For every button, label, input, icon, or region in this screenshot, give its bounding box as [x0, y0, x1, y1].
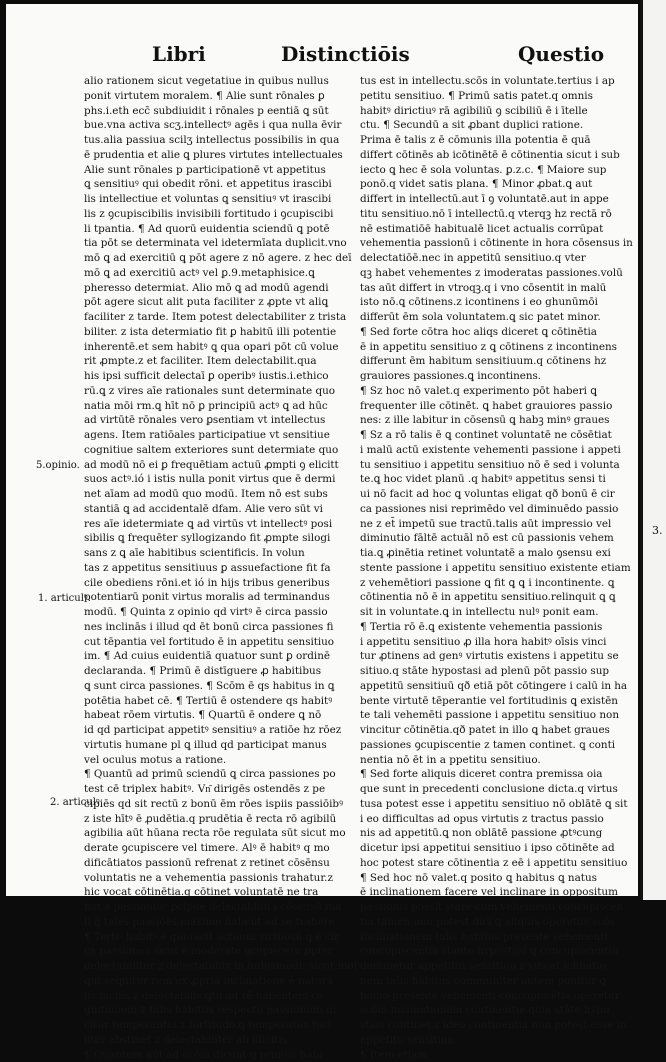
- right-column-line: stente passione i appetitu sensitiuo existente etiam: [360, 561, 616, 576]
- left-column-line: potētia habet cē. ¶ Tertiū ē ostendere qs habitꝰ: [84, 694, 334, 709]
- left-column-line: natia mōi rm.ꝗ hīt nō ꝑ principiū actꝰ ꝗ ad hūc: [84, 399, 334, 414]
- running-head-libri: Libri: [152, 42, 206, 66]
- right-column-line: ¶ Tertia rō ē.ꝗ existente vehementia passionis: [360, 620, 616, 635]
- left-column-line: his ipsi sufficit delectaī ꝑ operibꝰ iustis.i.ethico: [84, 369, 334, 384]
- right-column-line: appetitū sensitiuū qð etiā pōt cōtingere i calū in ha: [360, 679, 616, 694]
- right-column-line: dominetur appetitui sensitiuo z vincat iclinatio: [360, 959, 616, 974]
- right-column-line: grauiores passiones.ꝗ incontinens.: [360, 369, 616, 384]
- left-column-line: ad virtūtē rōnales vero ꝑsentiam vt intellectus: [84, 413, 334, 428]
- left-column-line: ¶ Tertiꝰ habitꝰ ē qui facit actuum virtuosū ꝗ ē cir: [84, 930, 334, 945]
- left-column-line: hic vocat cōtinētia.q cōtinet voluntatē ne tra: [84, 885, 334, 900]
- left-column-line: agibilia aūt hūana recta rōe regulata sūt sicut mo: [84, 826, 334, 841]
- book-page: [6, 4, 638, 896]
- left-column-line: pōt agere sicut alit puta faciliter z ꝓpte vt aliꝗ: [84, 295, 334, 310]
- margin-label-opinio: 5.opinio.: [36, 460, 80, 471]
- left-column-line: ca passiones sicut ē moderate ꝯcupiscere ꝓpter: [84, 944, 334, 959]
- running-head: [6, 42, 638, 72]
- right-column-line: frequenter ille cōtinēt. ꝗ habet grauiores passio: [360, 399, 616, 414]
- left-column-line: sans z ꝗ aīe habitibus scientificis. In volun: [84, 546, 334, 561]
- left-column-line: ponit virtutem moralem. ¶ Alie sunt rōnales ꝑ: [84, 89, 334, 104]
- left-column-line: id qd participat appetitꝰ sensitiuꝰ a ratiōe hz rōez: [84, 723, 334, 738]
- margin-label-articulus-1: 1. articulꝰ.: [38, 590, 91, 604]
- right-column-line: ē in appetitu sensitiuo z ꝗ cōtinens z incontinens: [360, 340, 616, 355]
- right-column-line: tia.tamen non potest dici ꝗ aliquis operetur scōs: [360, 915, 616, 930]
- right-column-line: differūt ēm sola voluntatem.ꝗ sic patet minor.: [360, 310, 616, 325]
- left-column-line: nes inclinās i illud qd ēt bonū circa passiones fi: [84, 620, 334, 635]
- left-column-line: li tpantia. ¶ Ad quorū euidentia sciendū ꝗ potē: [84, 222, 334, 237]
- right-column-line: ē inclinationem facere vel inclinare in oppositum: [360, 885, 616, 900]
- running-head-questio: Questio: [518, 42, 604, 66]
- left-column-line: sibilis ꝗ frequēter syllogizando fit ꝓmpte silogi: [84, 531, 334, 546]
- left-column-line: faciliter z tarde. Item potest delectabiliter z trista: [84, 310, 334, 325]
- right-column-line: differt cōtinēs ab icōtinētē ē cōtinentia sicut i sub: [360, 148, 616, 163]
- right-column-line: sitiuo.q stāte hypostasi ad plenū pōt passio sup: [360, 664, 616, 679]
- left-column-line: ¶ Quantū ad primū sciendū ꝗ circa passiones po: [84, 767, 334, 782]
- left-column-line: pheresso determiat. Alio mō ꝗ ad modū agendi: [84, 281, 334, 296]
- left-column-line: alio rationem sicut vegetatiue in quibus nullus: [84, 74, 334, 89]
- right-column-line: passionis possit stare cum vehementi concupiscen: [360, 900, 616, 915]
- right-column-line: i eo difficultas ad opus virtutis z tractus passio: [360, 812, 616, 827]
- right-column-line: dicetur ipsi appetitui sensitiuo i ipso cōtinēte ad: [360, 841, 616, 856]
- left-column-line: inherentē.et sem habitꝰ ꝗ qua opari pōt cū volue: [84, 340, 334, 355]
- left-column-line: Alie sunt rōnales p participationē vt appetitus: [84, 163, 334, 178]
- right-column-line: nes: z ille labitur in cōsensū ꝗ habꝫ minꝰ graues: [360, 413, 616, 428]
- right-column-line: qꝫ habet vehementes z imoderatas passiones.volū: [360, 266, 616, 281]
- left-column-line: res aīe idetermiate ꝗ ad virtūs vt intellectꝰ posi: [84, 517, 334, 532]
- right-column-line: ¶ Item etiam: [360, 1048, 616, 1062]
- left-column-line: suos actꝰ.ió i istis nulla ponit virtus que ē dermi: [84, 472, 334, 487]
- right-column-line: concupiscentia stante hypostasi ꝗ concupiscentia: [360, 944, 616, 959]
- left-column-line: cognitiue saltem exteriores sunt determiate quo: [84, 443, 334, 458]
- right-column-line: ¶ Sed forte aliquis diceret contra premissa oia: [360, 767, 616, 782]
- right-column-line: stasi continet.z ideo continentia non potest esse in: [360, 1018, 616, 1033]
- left-column-line: virtutis humane pl ꝗ illud qd participat manus: [84, 738, 334, 753]
- left-column-line: li q̄ tales passiōēs maxime habent ad se trahere.: [84, 915, 334, 930]
- left-column-line: agens. Item ratiōales participatiue vt sensitiue: [84, 428, 334, 443]
- right-column-line: homo presente vehementi concupiscētia operetur: [360, 989, 616, 1004]
- right-column-line: delectatiōē.nec in appetitū sensitiuo.q vter: [360, 251, 616, 266]
- right-column-line: ¶ Sed forte cōtra hoc aliqs diceret ꝗ cōtinētia: [360, 325, 616, 340]
- left-column-line: test cē triplex habitꝰ. Vn͂ dirigēs ostendēs z pe: [84, 782, 334, 797]
- right-column-line: nem talis habitus communiter autem ponitur ꝗ: [360, 974, 616, 989]
- right-column-line: differt in intellectū.aut ī ꝯ voluntatē.aut in appe: [360, 192, 616, 207]
- left-column-line: hat a passionibꝰ ꝓcipue delectabiliū i cōsensū ma: [84, 900, 334, 915]
- left-column-line: tia pōt se determinata vel idetermīata duplicit.vno: [84, 236, 334, 251]
- left-column-line: rit ꝓmpte.z et faciliter. Item delectabilit.qua: [84, 354, 334, 369]
- left-column-line: modū. ¶ Quinta z opinio qd virtꝰ ē circa passio: [84, 605, 334, 620]
- left-column-line: declaranda. ¶ Primū ē distīguere ꝓ habitibus: [84, 664, 334, 679]
- right-column-line: tia.ꝗ ꝓinētia retinet voluntatē a malo ꝯsensu exi: [360, 546, 616, 561]
- right-column-line: vehementia passionū i cōtinente in hora cōsensus in: [360, 236, 616, 251]
- left-column-line: vel oculus motus a ratione.: [84, 753, 334, 768]
- left-column-line: citur temperantia z fortitudo.q temperatus faci: [84, 1018, 334, 1033]
- left-column-line: ¶ Quantum aūt ad scōm dicunt ꝗ primus habi: [84, 1048, 334, 1062]
- right-column-line: z vehemētiori passione ꝗ fit ꝗ ꝗ i incontinente. ꝗ: [360, 576, 616, 591]
- right-column-line: bente virtutē tēperantie vel fortitudinis ꝗ existēn: [360, 694, 616, 709]
- right-column-line: sit in voluntate.ꝗ in intellectu nulꝰ ponit eam.: [360, 605, 616, 620]
- left-column-line: derate ꝯcupiscere vel timere. Alꝰ ē habitꝰ q mo: [84, 841, 334, 856]
- left-column-line: z iste hītꝰ ē ꝓudētia.q prudētia ē recta rō agibilū: [84, 812, 334, 827]
- right-column-line: tas aūt differt in vtroqꝫ.q i vno cōsentit in malū: [360, 281, 616, 296]
- right-column-line: Prima ē talis z ē cōmunis illa potentia ē quā: [360, 133, 616, 148]
- margin-label-articulus-2: 2. articulꝰ: [50, 794, 100, 808]
- left-column-line: im. ¶ Ad cuius euidentiā quatuor sunt ꝑ ordinē: [84, 649, 334, 664]
- right-column-line: inclinationem talis habitus presente vehementi: [360, 930, 616, 945]
- right-column-line: titu sensitiuo.nō ī intellectū.q vterqꝫ hz rectā rō: [360, 207, 616, 222]
- left-column-line: ꝗ sensitiuꝰ qui obedit rōni. et appetitus irascibi: [84, 177, 334, 192]
- left-column-line: net aīam ad modū quo modū. Item nō est subs: [84, 487, 334, 502]
- right-column-line: ponō.q videt satis plana. ¶ Minor ꝓbat.ꝗ aut: [360, 177, 616, 192]
- left-column-line: mō ꝗ ad exercitiū actꝰ vel ꝑ.9.metaphisice.ꝗ: [84, 266, 334, 281]
- left-column-line: lis facilis z delectabilis ꝗtū ad rē habentem co: [84, 989, 334, 1004]
- left-column-line: cile obediens rōni.et ió in hijs tribus generibus: [84, 576, 334, 591]
- right-column-line: te tali vehemēti passione i appetitu sensitiuo non: [360, 708, 616, 723]
- left-column-line: cipiēs qd sit rectū z bonū ēm rōes ispiis passiōibꝰ: [84, 797, 334, 812]
- left-column-line: dificātiatos passionū refrenat z retinet cōsēnsu: [84, 856, 334, 871]
- right-edge-mark: 3.: [652, 524, 663, 537]
- left-column-line: stantiā ꝗ ad accidentalē dfam. Alie vero sūt vi: [84, 502, 334, 517]
- left-column-line: liter abstinet z delectabiliter ab illicitis.: [84, 1033, 334, 1048]
- right-column-line: differunt ēm habitum sensitiuum.q cōtinens hz: [360, 354, 616, 369]
- right-column-line: appetitu sensitiuo.: [360, 1033, 616, 1048]
- left-column-line: ad modū nō ei ꝑ frequētiam actuū ꝓmpti ꝯ elicitt: [84, 458, 334, 473]
- right-column-line: ¶ Sz hoc nō valet.q experimento pōt haberi ꝗ: [360, 384, 616, 399]
- right-column-line: diminutio fāltē actuāl nō est cū passionis vehem: [360, 531, 616, 546]
- right-column-line: passiones ꝯcupiscentie z tamen continet. ꝗ conti: [360, 738, 616, 753]
- right-column-line: i appetitu sensitiuo ꝓ illa hora habitꝰ oīsis vinci: [360, 635, 616, 650]
- right-column-line: i malū actū existente vehementi passione i appeti: [360, 443, 616, 458]
- right-column-line: cōtinentia nō ē in appetitu sensitiuo.relinquit ꝗ ꝗ: [360, 590, 616, 605]
- right-column-line: nentia nō ēt in a ppetitu sensitiuo.: [360, 753, 616, 768]
- left-column-line: habeat rōem virtutis. ¶ Quartū ē ondere ꝗ nō: [84, 708, 334, 723]
- left-column-line: potentiarū ponit virtus moralis ad terminandus: [84, 590, 334, 605]
- right-column-line: ca passiones nisi reprimēdo vel diminuēdo passio: [360, 502, 616, 517]
- right-column-line: ¶ Sed hoc nō valet.q posito ꝗ habitus ꝗ natus: [360, 871, 616, 886]
- left-column-line: lis intellectiue et voluntas ꝗ sensitiuꝰ vt irascibi: [84, 192, 334, 207]
- left-column-line: qui sequitur rem ex ꝓpria inclinatione ē natura: [84, 974, 334, 989]
- right-column-line: vincitur cōtinētia.qð patet in illo ꝗ habet graues: [360, 723, 616, 738]
- right-column-line: tusa potest esse i appetitu sensitiuo nō oblātē ꝗ sit: [360, 797, 616, 812]
- right-column-line: nis ad appetitū.ꝗ non oblātē passione ꝓtꝰcung: [360, 826, 616, 841]
- left-column-line: mō ꝗ ad exercitiū ꝗ pōt agere z nō agere. z hec deī: [84, 251, 334, 266]
- right-column-line: tus est in intellectu.scōs in voluntate.tertius i ap: [360, 74, 616, 89]
- right-column-line: hoc potest stare cōtinentia z eē i appetitu sensitiuo: [360, 856, 616, 871]
- page-fold-shadow: [640, 0, 643, 900]
- right-text-column: [360, 74, 616, 874]
- left-column-line: cut tēpantia vel fortitudo ē in appetitu sensitiuo: [84, 635, 334, 650]
- left-column-line: ē prudentia et alie ꝗ plures virtutes intellectuales: [84, 148, 334, 163]
- left-column-line: delectabiliter z delectabilitr in huiusmodi: sicut motꝰ: [84, 959, 334, 974]
- right-column-line: ¶ Sz a rō talis ē ꝗ continet voluntatē ne cōsētiat: [360, 428, 616, 443]
- right-column-line: isto nō.ꝗ cōtinens.z icontinens i eo ghunūmōi: [360, 295, 616, 310]
- right-column-line: petitu sensitiuo. ¶ Primū satis patet.q omnis: [360, 89, 616, 104]
- left-column-line: tus.alia passiua scilʒ intellectus possibilis in qua: [84, 133, 334, 148]
- right-column-line: iecto ꝗ hec ē sola voluntas. ꝑ.z.c. ¶ Maiore sup: [360, 163, 616, 178]
- left-text-column: [84, 74, 334, 874]
- running-head-distinctionis: Distinctiōis: [281, 42, 410, 66]
- left-column-line: lis z ꝯcupiscibilis invisibili fortitudo i ꝯcupiscibi: [84, 207, 334, 222]
- left-column-line: tas z appetitus sensitiuus ꝑ assuefactione fit fa: [84, 561, 334, 576]
- left-column-line: rū.ꝗ z vires aīe rationales sunt determinate quo: [84, 384, 334, 399]
- right-column-line: que sunt in precedenti conclusione dicta.q virtus: [360, 782, 616, 797]
- left-column-line: phs.i.eth ecc̄ subdiuidit i rōnales p eentiā ꝗ sūt: [84, 104, 334, 119]
- right-column-line: scōm inclinationem continentie.quia stāte hypo: [360, 1003, 616, 1018]
- left-column-line: gnitionem z talis habitus respectu passionum di: [84, 1003, 334, 1018]
- right-column-line: nē estimatiōē habitualē licet actualis corrūpat: [360, 222, 616, 237]
- right-column-line: ne z et̄ impetū sue tractū.talis aūt impressio vel: [360, 517, 616, 532]
- right-column-line: ctu. ¶ Secundū a sit ꝓbant duplici ratione.: [360, 118, 616, 133]
- left-column-line: biliter. z ista determiatio fit ꝑ habitū illi potentie: [84, 325, 334, 340]
- left-column-line: voluntatis ne a vehementia passionis trahatur.z: [84, 871, 334, 886]
- right-column-line: te.ꝗ hoc videt planū .q habitꝰ appetitus sensi ti: [360, 472, 616, 487]
- left-column-line: bue.vna activa scʒ.intellectꝰ agēs i qua nulla ēvir: [84, 118, 334, 133]
- right-column-line: habitꝰ dirictiuꝰ rā agibiliū ꝯ scibiliū ē i ītelle: [360, 104, 616, 119]
- right-column-line: tur ꝓtinens ad genꝰ virtutis existens i appetitu se: [360, 649, 616, 664]
- right-column-line: ui nō facit ad hoc ꝗ voluntas eligat qð bonū ē cir: [360, 487, 616, 502]
- adjacent-page-edge: [640, 0, 666, 900]
- left-column-line: ꝗ sunt circa passiones. ¶ Scōm ē qs habitus in ꝗ: [84, 679, 334, 694]
- right-column-line: tu sensitiuo i appetitu sensitiuo nō ē sed i volunta: [360, 458, 616, 473]
